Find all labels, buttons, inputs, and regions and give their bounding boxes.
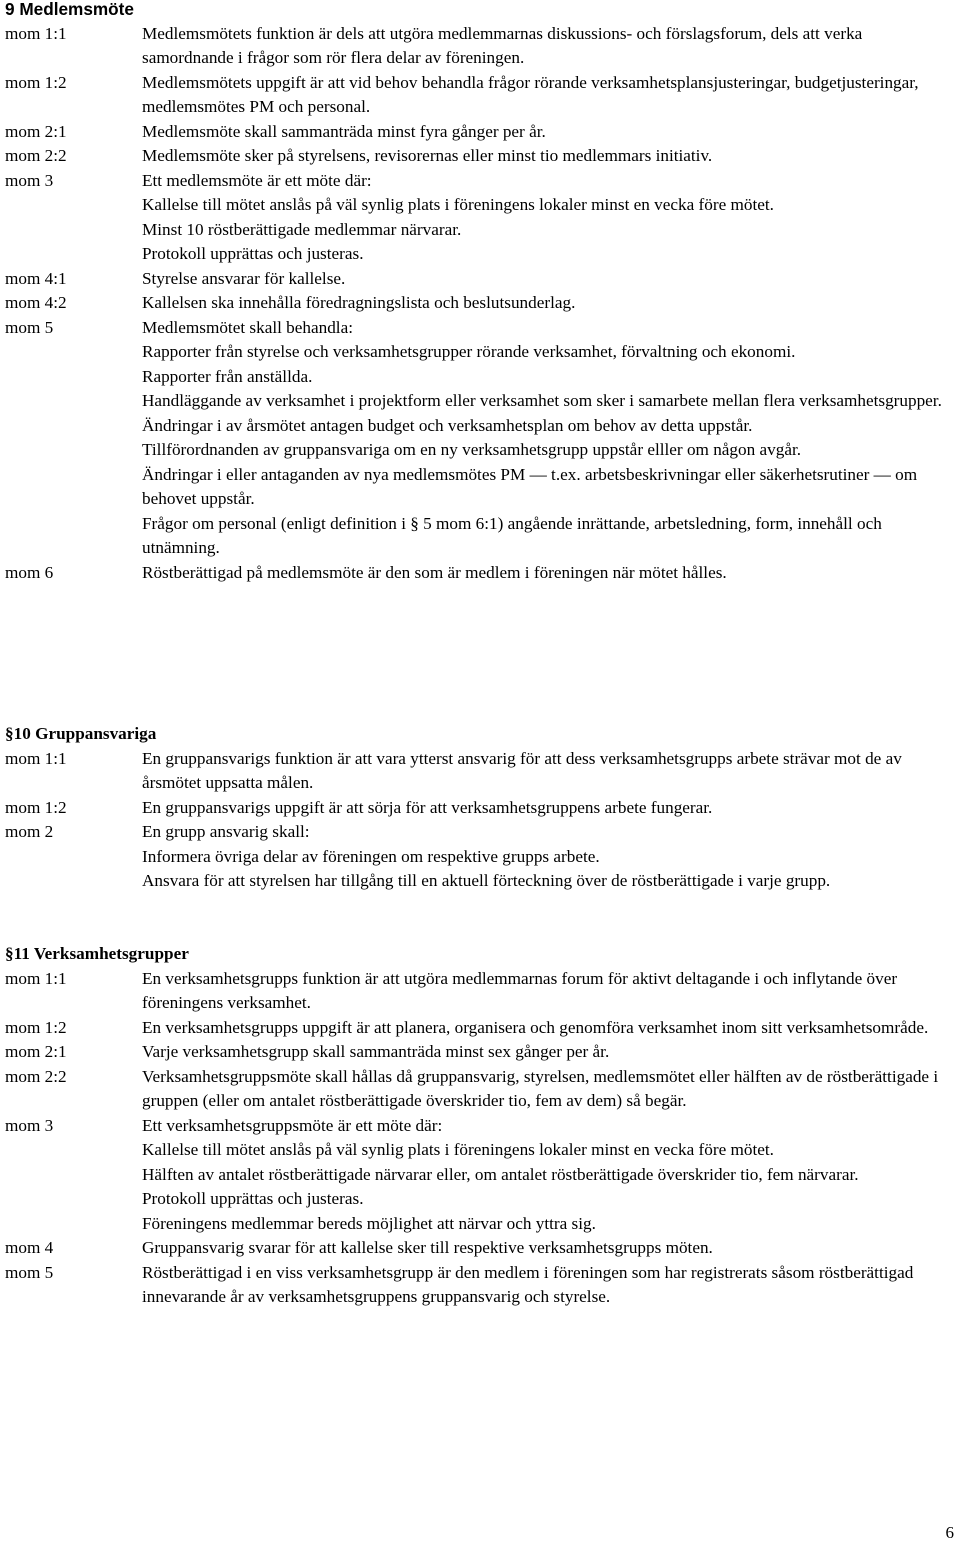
clause: [5, 71, 953, 120]
section-title: §11 Verksamhetsgrupper: [5, 944, 189, 963]
clause-sublist: [5, 340, 953, 561]
clause-label: mom 1:2: [5, 797, 67, 817]
clause-label: mom 2:2: [5, 146, 67, 165]
clause-subitem: Ansvara för att styrelsen har tillgång till en aktuell förteckning över de röstberättigade i varje grupp.: [142, 871, 831, 890]
clause-text: Medlemsmötets uppgift är att vid behov behandla frågor rörande verksamhetsplansjusteringar, budgetjusteringar, medlemsmötes PM och personal.: [142, 72, 919, 116]
clause-subitem: Ändringar i eller antaganden av nya medlemsmötes PM — t.ex. arbetsbeskrivningar eller säkerhetsrutiner — om behovet uppstår.: [142, 464, 918, 508]
clause-text: Röstberättigad på medlemsmöte är den som är medlem i föreningen när mötet hålles.: [142, 562, 727, 582]
clause-label: mom 4:2: [5, 293, 67, 312]
clause-subitem: Hälften av antalet röstberättigade närvarar eller, om antalet röstberättigade överskrider tio, fem närvarar.: [142, 1164, 859, 1184]
clause-text: Medlemsmöte sker på styrelsens, revisorernas eller minst tio medlemmars initiativ.: [142, 146, 713, 165]
clause-text: En verksamhetsgrupps uppgift är att planera, organisera och genomföra verksamhet inom sitt verksamhetsområde.: [142, 1017, 929, 1037]
clause-subitem: Minst 10 röstberättigade medlemmar närvarar.: [142, 219, 462, 239]
clause-label: mom 1:1: [5, 23, 67, 43]
clause-subitem: Kallelse till mötet anslås på väl synlig plats i föreningens lokaler minst en vecka före mötet.: [142, 1140, 774, 1159]
clause-text: Medlemsmötets funktion är dels att utgöra medlemmarnas diskussions- och förslagsforum, dels att verka samordnande i frågor som rör flera delar av föreningen.: [142, 23, 863, 67]
clause: [5, 267, 953, 292]
section-9: [5, 0, 953, 585]
clause-subitem: Kallelse till mötet anslås på väl synlig plats i föreningens lokaler minst en vecka före mötet.: [142, 195, 774, 214]
clause: [5, 120, 953, 145]
clause: [5, 169, 953, 194]
clause: [5, 1261, 960, 1310]
clause-label: mom 4:1: [5, 268, 67, 288]
clause-sublist: [5, 845, 925, 894]
clause-text: Gruppansvarig svarar för att kallelse sker till respektive verksamhetsgrupps möten.: [142, 1238, 713, 1257]
clause-label: mom 5: [5, 317, 54, 337]
clause-text: Kallelsen ska innehålla föredragningslista och beslutsunderlag.: [142, 293, 576, 312]
clause-sublist: [5, 1138, 960, 1236]
clause-subitem: Föreningens medlemmar bereds möjlighet att närvar och yttra sig.: [142, 1213, 596, 1233]
clause-text: Ett verksamhetsgruppsmöte är ett möte där:: [142, 1115, 443, 1135]
clause-text: En verksamhetsgrupps funktion är att utgöra medlemmarnas forum för aktivt deltagande i och inflytande över föreningens verksamhet.: [142, 968, 898, 1012]
clause: [5, 967, 960, 1016]
clause: [5, 1016, 960, 1041]
section-items: [5, 22, 953, 586]
clause-subitem: Informera övriga delar av föreningen om respektive grupps arbete.: [142, 846, 600, 866]
clause-text: Röstberättigad i en viss verksamhetsgrupp är den medlem i föreningen som har registrerats såsom röstberättigad innevarande år av verksamhetsgruppens gruppansvarig och styrelse.: [142, 1262, 914, 1306]
clause-subitem: Tillförordnanden av gruppansvariga om en ny verksamhetsgrupp uppstår elller om någon avgår.: [142, 440, 802, 459]
clause: [5, 22, 953, 71]
clause-text: Medlemsmöte skall sammanträda minst fyra gånger per år.: [142, 121, 546, 141]
clause: [5, 796, 925, 821]
clause: [5, 316, 953, 341]
clause: [5, 1236, 960, 1261]
clause-label: mom 3: [5, 1115, 54, 1135]
clause: [5, 1114, 960, 1139]
clause-subitem: Protokoll upprättas och justeras.: [142, 244, 364, 263]
clause-label: mom 1:1: [5, 748, 67, 768]
clause-subitem: Ändringar i av årsmötet antagen budget och verksamhetsplan om behov av detta uppstår.: [142, 415, 753, 435]
clause: [5, 561, 953, 586]
clause-text: Verksamhetsgruppsmöte skall hållas då gruppansvarig, styrelsen, medlemsmötet eller hälften av de röstberättigade i gruppen (eller om antalet röstberättigade överskrider tio, fem av dem) så begär.: [142, 1066, 939, 1110]
clause-label: mom 3: [5, 170, 54, 190]
clause-subitem: Protokoll upprättas och justeras.: [142, 1189, 364, 1208]
clause: [5, 1065, 960, 1114]
section-10: [5, 722, 925, 894]
clause-label: mom 1:2: [5, 72, 67, 92]
clause: [5, 820, 925, 845]
clause-label: mom 2:1: [5, 121, 67, 141]
clause: [5, 291, 953, 316]
clause-label: mom 2:1: [5, 1042, 67, 1061]
clause-subitem: Handläggande av verksamhet i projektform eller verksamhet som sker i samarbete mellan flera verksamhetsgrupper.: [142, 391, 942, 410]
clause-text: Varje verksamhetsgrupp skall sammanträda minst sex gånger per år.: [142, 1042, 610, 1061]
clause-label: mom 1:2: [5, 1017, 67, 1037]
clause-label: mom 2:2: [5, 1066, 67, 1086]
clause-label: mom 1:1: [5, 968, 67, 988]
clause-text: Styrelse ansvarar för kallelse.: [142, 268, 346, 288]
clause-text: En gruppansvarigs funktion är att vara ytterst ansvarig för att dess verksamhetsgrupps arbete strävar mot de av årsmötet uppsatta målen.: [142, 748, 902, 792]
clause-label: mom 6: [5, 562, 54, 582]
section-items: [5, 967, 960, 1310]
clause-subitem: Frågor om personal (enligt definition i § 5 mom 6:1) angående inrättande, arbetsledning, form, innehåll och utnämning.: [142, 513, 882, 557]
clause: [5, 1040, 960, 1065]
clause-label: mom 5: [5, 1262, 54, 1282]
clause-label: mom 4: [5, 1238, 54, 1257]
section-11: [5, 942, 960, 1310]
clause-text: En gruppansvarigs uppgift är att sörja för att verksamhetsgruppens arbete fungerar.: [142, 797, 713, 817]
clause-label: mom 2: [5, 822, 54, 841]
clause-text: Ett medlemsmöte är ett möte där:: [142, 170, 372, 190]
clause-text: En grupp ansvarig skall:: [142, 822, 310, 841]
clause-subitem: Rapporter från styrelse och verksamhetsgrupper rörande verksamhet, förvaltning och ekonomi.: [142, 342, 796, 361]
clause-text: Medlemsmötet skall behandla:: [142, 317, 353, 337]
page-number: 6: [945, 1523, 954, 1542]
clause-sublist: [5, 193, 953, 267]
clause: [5, 747, 925, 796]
clause-subitem: Rapporter från anställda.: [142, 366, 313, 386]
section-title: §10 Gruppansvariga: [5, 724, 157, 743]
clause: [5, 144, 953, 169]
section-title: 9 Medlemsmöte: [5, 0, 134, 19]
section-items: [5, 747, 925, 894]
